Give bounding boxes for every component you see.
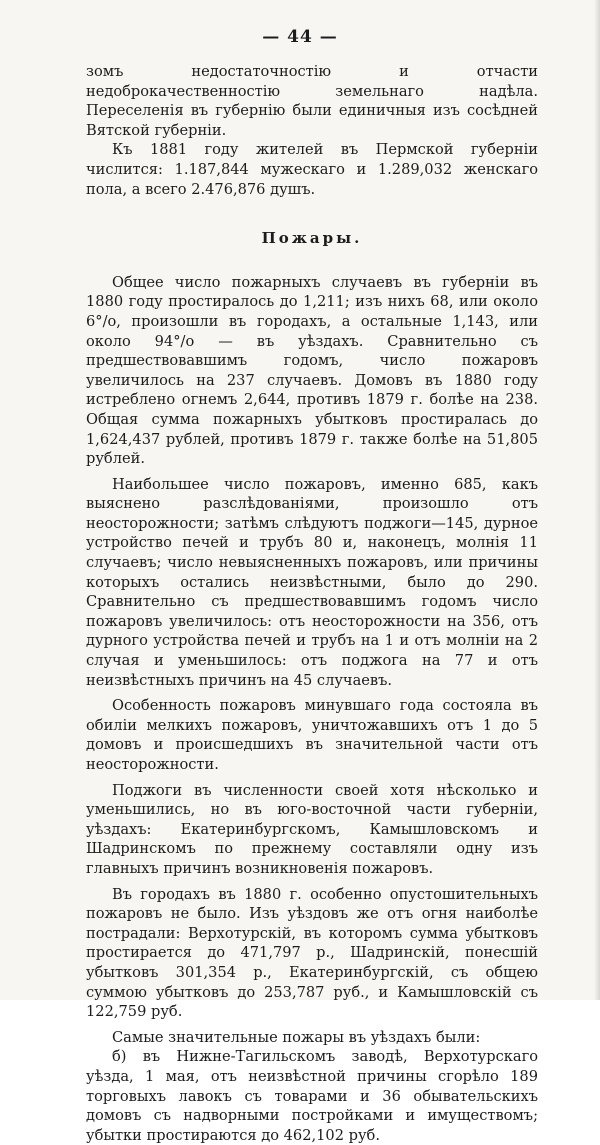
page-number: — 44 — (262, 27, 338, 47)
page-body (86, 62, 538, 1145)
paragraph-fire-causes: Наибольшее число пожаровъ, именно 685, какъ выяснено разслѣдованіями, произошло отъ неосторожности; затѣмъ слѣдуютъ поджоги—145, дурное устройство печей и трубъ 80 и, наконецъ, молнія 11 случаевъ; число невыясненныхъ пожаровъ, или причины которыхъ остались неизвѣстными, было до 290. Сравнительно съ предшествовавшимъ годомъ число пожаровъ увеличилось: отъ неосторожности на 356, отъ дурного устройства печей и трубъ на 1 и отъ молніи на 2 случая и уменьшилось: отъ поджога на 77 и отъ неизвѣстныхъ причинъ на 45 случаевъ. (86, 475, 538, 689)
section-title: Пожары. (261, 229, 363, 248)
page-edge-shadow (594, 0, 600, 1000)
paragraph-small-fires: Особенность пожаровъ минувшаго года состояла въ обиліи мелкихъ пожаровъ, уничтожавшихъ отъ 1 до 5 домовъ и происшедшихъ въ значительной части отъ неосторожности. (86, 697, 538, 773)
paragraph-fire-count: Общее число пожарныхъ случаевъ въ губерніи въ 1880 году простиралось до 1,211; изъ нихъ 68, или около 6°/о, произошли въ городахъ, а остальные 1,143, или около 94°/о — въ уѣздахъ. Сравнительно съ предшествовавшимъ годомъ, число пожаровъ увеличилось на 237 случаевъ. Домовъ въ 1880 году истреблено огнемъ 2,644, противъ 1879 г. болѣе на 238. Общая сумма пожарныхъ убытковъ простиралась до 1,624,437 рублей, противъ 1879 г. также болѣе на 51,805 рублей. (86, 273, 538, 468)
paragraph-arson: Поджоги въ численности своей хотя нѣсколько и уменьшились, но въ юго-восточной части губерніи, уѣздахъ: Екатеринбургскомъ, Камышловскомъ и Шадринскомъ по прежнему составляли одну изъ главныхъ причинъ возникновенія пожаровъ. (86, 781, 538, 877)
paragraph-nizhne-tagil-fire: б) въ Нижне-Тагильскомъ заводѣ, Верхотурскаго уѣзда, 1 мая, отъ неизвѣстной причины сгорѣло 189 торговыхъ лавокъ съ товарами и 36 обывательскихъ домовъ съ надворными постройками и имуществомъ; убытки простираются до 462,102 руб. (86, 1048, 538, 1144)
paragraph-major-fires-intro: Самые значительные пожары въ уѣздахъ были: (112, 1028, 481, 1046)
paragraph-continuation: зомъ недостаточностію и отчасти недоброкачественностію земельнаго надѣла. Переселенія въ губернію были единичныя изъ сосѣдней Вятской губерніи. (86, 63, 538, 139)
paragraph-population: Къ 1881 году жителей въ Пермской губерніи числится: 1.187,844 мужескаго и 1.289,032 женскаго пола, а всего 2.476,876 душъ. (86, 141, 538, 198)
paragraph-city-losses: Въ городахъ въ 1880 г. особенно опустошительныхъ пожаровъ не было. Изъ уѣздовъ же отъ огня наиболѣе пострадали: Верхотурскій, въ которомъ сумма убытковъ простирается до 471,797 р., Шадринскій, понесшій убытковъ 301,354 р., Екатеринбургскій, съ общею суммою убытковъ до 253,787 руб., и Камышловскій съ 122,759 руб. (86, 885, 538, 1021)
